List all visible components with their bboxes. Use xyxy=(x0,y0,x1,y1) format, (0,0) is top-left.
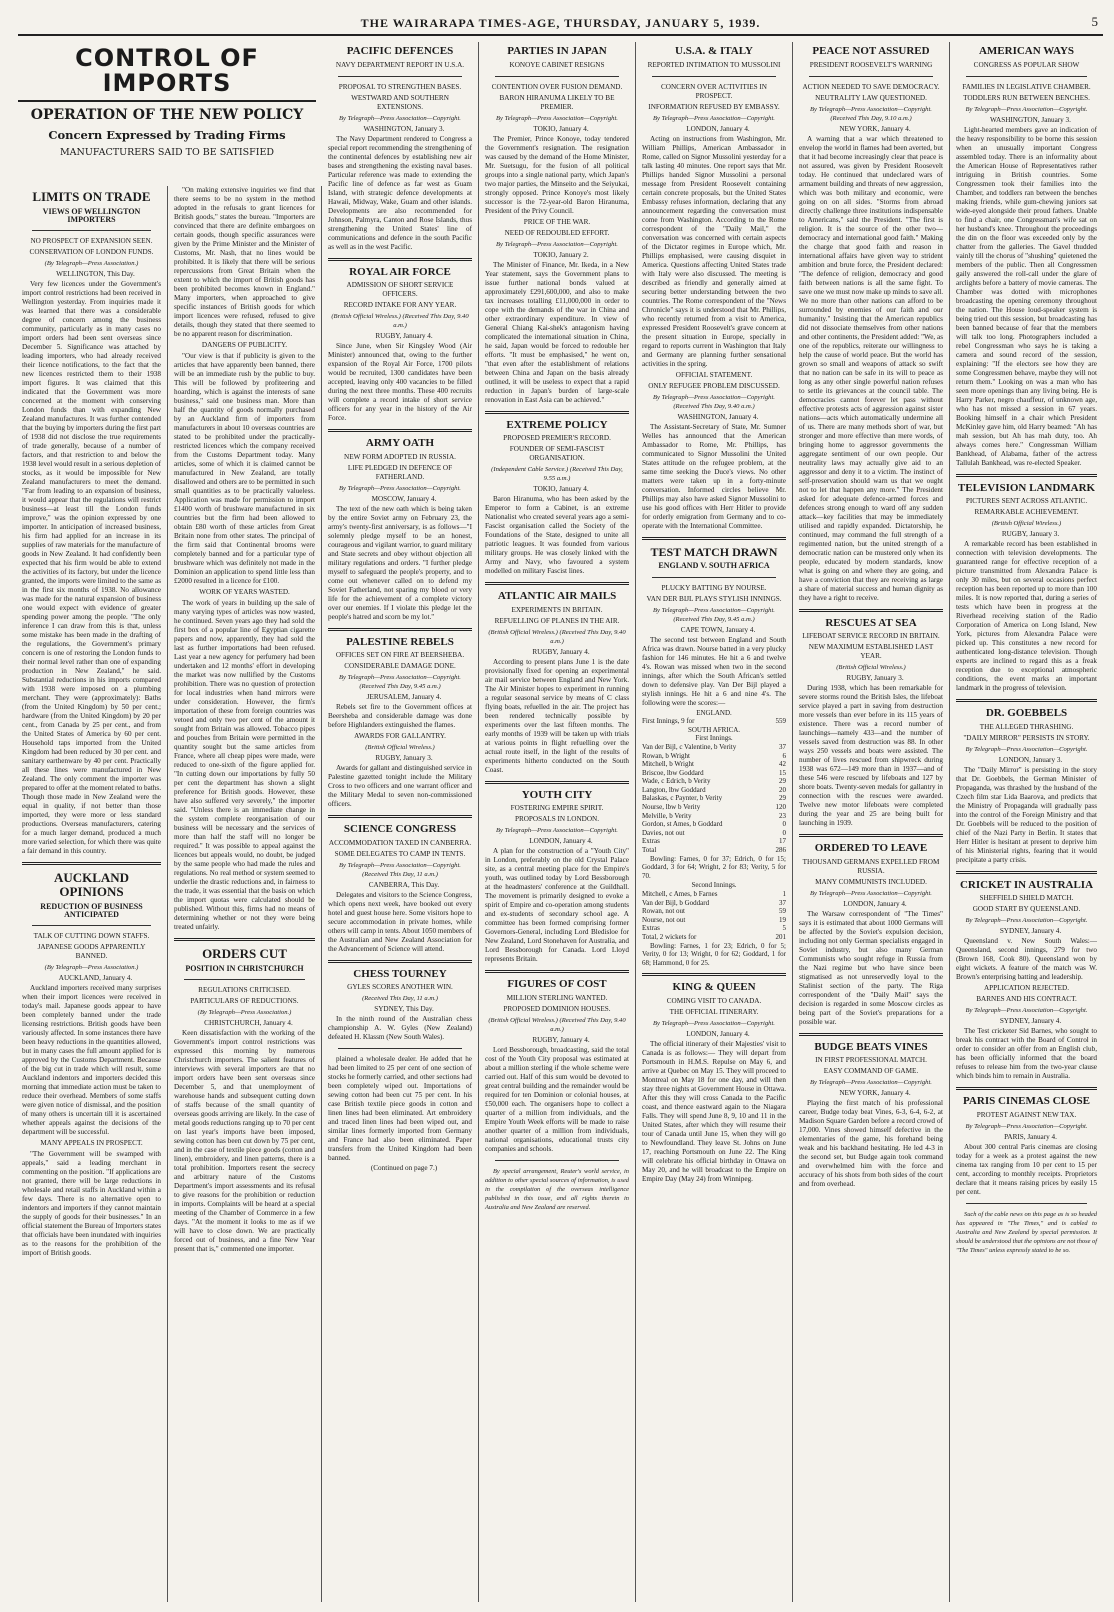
score-value: 559 xyxy=(775,717,786,726)
score-label: Total xyxy=(642,846,657,855)
story-head: DR. GOEBBELS xyxy=(985,707,1068,720)
score-value: 29 xyxy=(779,777,786,786)
story-sub: FOUNDER OF SEMI-FASCIST ORGANISATION. xyxy=(509,445,605,463)
story-body: "Our view is that if publicity is given to the articles that have apparently been banned, there will be an immediate rush by the public to buy. This will be followed by profiteering and hoarding, which is against the interests of sane business," said one business man. More than half the quantity of goods normally purchased by an Auckland firm of importers from manufacturers in about 10 overseas countries are stated to be prohibited under the practically-restricted licences which the company received from the Customs Department today. Many articles, some of which it is claimed cannot be manufactured in New Zealand, are totally disallowed and others are to be permitted in such small quantities as to be practically valueless. Application was made for permission to import £1400 worth of brushware manufactured in six countries but the firm had been allowed to obtain £80 worth of these articles from Great Britain none from other states. The principal of the firm said that Continental brooms were completely banned and for a particular type of brushware which was definitely not made in the Dominion an application to spend little less than £2000 resulted in a licence for £100. xyxy=(174,352,315,585)
score-row xyxy=(642,803,786,812)
dateline: WASHINGTON, January 3. xyxy=(363,124,445,133)
story-body: During 1938, which has been remarkable for severe storms round the British Isles, the lifeboat service played a part in saving from destruction more vessels than ever before in its 115 years of existence. There was a record number of launchings—namely 433—and the number of vessels saved from destruction was 88. In other ways 250 vessels and boats were assisted. The number of lives rescued from shipwreck during 1938 was 672—149 more than in 1937—and of these 546 were rescued by lifeboats and 127 by shore boats. Twenty-seven medals for gallantry in connection with the rescues were awarded. Twelve new motor lifeboats were completed during the year and 25 are being built for launching in 1939. xyxy=(799,684,943,828)
story-body: The Warsaw correspondent of "The Times" says it is estimated that about 1000 Germans will be affected by the Soviet's expulsion decision, including not only German specialists engaged in Soviet industry, but also many German Communists who sought refuge in Russia from the Nazi regime but who have since been stigmatised as not unreservedly loyal to the Stalinist section of the party. The Riga correspondent of the "Daily Mail" says the decision is regarded in some Moscow circles as being part of the Soviet's preparations for a possible war. xyxy=(799,909,943,1026)
column-1 xyxy=(18,186,168,1602)
story-sub: LIFEBOAT SERVICE RECORD IN BRITAIN. xyxy=(802,632,940,641)
story-body: Awards for gallant and distinguished service in Palestine gazetted tonight include the Military Cross to two officers and one warrant officer and the Military Medal to seven non-commissioned officers. xyxy=(328,764,472,809)
masthead-title: THE WAIRARAPA TIMES-AGE, THURSDAY, JANUARY 5, 1939. xyxy=(360,16,761,30)
story-sub: CONCERN OVER ACTIVITIES IN PROSPECT. xyxy=(660,82,767,100)
story-sub: CONSIDERABLE DAMAGE DONE. xyxy=(344,662,456,671)
story-sub: PICTURES SENT ACROSS ATLANTIC. xyxy=(965,497,1088,506)
dateline: SYDNEY, This Day. xyxy=(374,1005,434,1014)
story-sub: REGULATIONS CRITICISED. xyxy=(198,986,291,995)
story-head: AMERICAN WAYS xyxy=(978,45,1075,57)
story-sub: "DAILY MIRROR" PERSISTS IN STORY. xyxy=(963,733,1090,742)
score-row xyxy=(642,760,786,769)
dateline: WASHINGTON, January 3. xyxy=(990,115,1071,124)
story-sub: OFFICIAL STATEMENT. xyxy=(675,370,753,379)
score-value: 0 xyxy=(782,828,786,837)
story-body: According to present plans June 1 is the date provisionally fixed for opening an experimental air mail service between England and New York. The Air Minister hopes to experiment in running a regular seasonal service by means of C class flying boats, refuelled in the air. The project has been rendered technically possible by experiments over the last fifteen months. The early months of 1939 will be taken up with trials at various points in flight refuelling over the actual route itself, in the light of the results of experiments hitherto conducted on the South Coast. xyxy=(485,657,629,774)
story-sub: COMING VISIT TO CANADA. xyxy=(666,996,762,1005)
score-value: 5 xyxy=(782,924,786,933)
credit-line: By Telegraph—Press Association—Copyright. xyxy=(653,114,775,122)
score-value: 17 xyxy=(779,837,786,846)
score-value: 286 xyxy=(775,846,786,855)
story-head: EXTREME POLICY xyxy=(506,418,608,431)
story-body: The official itinerary of their Majesties' visit to Canada is as follows:— They will depart from Portsmouth in H.M.S. Repulse on May 6, and arrive at Quebec on May 15. They will proceed to Montreal on May 18 for one day, and will then stay three nights at Government House in Ottawa. After this they will cross Canada to the Pacific coast, and thence eastward again to the Niagara Falls. They will spend June 8, 9, 10 and 11 in the United States, after which they will resume their tour of Canada until June 15, when they will go to Newfoundland. They leave St. Johns on June 17, reaching Portsmouth on June 22. The King will celebrate his official birthday in Ottawa on May 20, and he will broadcast to the Empire on Empire Day (May 24) from Winnipeg. xyxy=(642,1039,786,1183)
dateline: TOKIO, January 4. xyxy=(533,124,589,133)
column-6 xyxy=(795,42,950,1602)
score-label: Rowan, b Wright xyxy=(642,751,691,760)
story-body: The Assistant-Secretary of State, Mr. Sumner Welles has announced that the American Ambassador to Rome, Mr. Phillips, has communicated to Signor Mussolini the United States attitude on the refugee problem, at the same time seeking the Duce's views. No other matters were taken up in a forty-minute conversation. Informed circles believe Mr. Phillips may also have asked Signor Mussolini to use his good offices with Herr Hitler to provide for orderly emigration from Germany and to co-operate with the International Committee. xyxy=(642,422,786,530)
score-row xyxy=(642,812,786,821)
score-rows-second xyxy=(642,890,786,942)
story-body: Playing the first match of his professional career, Budge today beat Vines, 6-3, 6-4, 6-2, at Madison Square Garden before a record crowd of 17,000. Vines showed himself defective in the elementaries of the game, his forehand being weak and his backhand hesitating. He led 4-3 in the second set, but Budge again took command and overwhelmed him with the force and accuracy of his shots from both sides of the court and from overhead. xyxy=(799,1099,943,1189)
credit-line: (British Official Wireless.) (Received This Day, 9.40 a.m.) xyxy=(488,1016,626,1033)
score-row xyxy=(642,899,786,908)
story-sub: PROPOSALS IN LONDON. xyxy=(514,815,600,824)
story-body: About 300 central Paris cinemas are closing today for a week as a protest against the new cinema tax ranging from 10 per cent to 15 per cent, according to monthly receipts. Proprietors declare that it means raising prices by easily 15 per cent. xyxy=(956,1142,1097,1196)
column-7 xyxy=(952,42,1103,1602)
credit-line: By Telegraph—Press Association—Copyright. xyxy=(810,1079,932,1087)
lead-banner xyxy=(18,42,316,162)
dateline: LONDON, January 4. xyxy=(529,837,593,846)
score-row xyxy=(642,743,786,752)
score-label: Balaskas, c Paynter, b Verity xyxy=(642,794,723,803)
credit-line: By Telegraph—Press Association—Copyright. xyxy=(496,240,618,248)
score-value: 6 xyxy=(782,751,786,760)
score-label: Total, 2 wickets for xyxy=(642,932,697,941)
story-sub: WORK OF YEARS WASTED. xyxy=(199,588,290,596)
newspaper-page xyxy=(18,10,1103,1605)
story-head: ROYAL AIR FORCE xyxy=(349,265,451,278)
score-label: Davies, not out xyxy=(642,828,685,837)
story-sub: NEED OF REDOUBLED EFFORT. xyxy=(504,228,610,237)
story-sub: NO PROSPECT OF EXPANSION SEEN. xyxy=(30,237,153,246)
score-innings: First Innings. xyxy=(695,734,733,743)
score-label: Mitchell, c Ames, b Farnes xyxy=(642,890,718,898)
score-row xyxy=(642,769,786,778)
dateline: RUGBY, January 3. xyxy=(375,754,433,763)
story-sub: GOOD START BY QUEENSLAND. xyxy=(972,905,1081,914)
story-sub: NEW FORM ADOPTED IN RUSSIA. xyxy=(344,452,456,461)
dateline: LONDON, January 3. xyxy=(998,755,1063,764)
story-body: Keen dissatisfaction with the working of the Government's import control restrictions was expressed this morning by numerous Christchurch importers. The salient features of interviews with several importers are that no import orders have been sent overseas since December 5, and that unemployment of warehouse hands and subsequent cutting down of staffs because of the small quantity of overseas goods arriving are likely. In the case of metal goods reductions ranging up to 70 per cent on last year's imports have been imposed, sewing cotton has been cut down by 75 per cent, and in the case of textile piece goods (cotton and linen), embroidery, and linen patterns, there is a total prohibition. Importers resent the secrecy and arbitrary nature of the Customs Department's import assessments and its refusal to give reasons for the prohibition or reduction in imports. Complaints will be heard at a special meeting of the Chamber of Commerce in a few days. "At the moment it looks to me as if we will have to close down. We are practically forced out of business, and a fine New Year present that is," commented one importer. xyxy=(174,1029,315,1254)
score-label: Van der Bijl, b Goddard xyxy=(642,898,710,907)
score-row xyxy=(642,794,786,803)
story-sub: RECORD INTAKE FOR ANY YEAR. xyxy=(343,301,457,310)
story-body: plained a wholesale dealer. He added that he had been limited to 25 per cent of one section of stocks he formerly carried, and other sections had been completely wiped out. Importations of sewing cotton had been cut 75 per cent. In his case British textile piece goods in cotton and linen lines had been eliminated. Art embroidery and traced linen lines had been wiped out, and similar lines formerly imported from Germany and France had also been eliminated. Paper transfers from the United Kingdom had been banned. xyxy=(328,1055,472,1163)
score-row xyxy=(642,752,786,761)
story-sub: VIEWS OF WELLINGTON IMPORTERS xyxy=(42,206,141,225)
dateline: TOKIO, January 2. xyxy=(533,250,589,259)
story-sub: IN FIRST PROFESSIONAL MATCH. xyxy=(815,1056,927,1065)
score-rows-first xyxy=(642,743,786,855)
story-sub: FOSTERING EMPIRE SPIRIT. xyxy=(510,804,604,813)
story-sub: MANY APPEALS IN PROSPECT. xyxy=(40,1139,143,1148)
story-sub: BARNES AND HIS CONTRACT. xyxy=(976,995,1077,1004)
lead-subhead: OPERATION OF THE NEW POLICY xyxy=(30,107,304,124)
story-head: LIMITS ON TRADE xyxy=(32,189,151,204)
score-value: 0 xyxy=(782,820,786,829)
score-label: Wade, c Edrich, b Verity xyxy=(642,777,711,786)
score-row xyxy=(642,924,786,933)
credit-line: By Telegraph—Press Association—Copyright. xyxy=(653,1019,775,1027)
story-body: Delegates and visitors to the Science Congress, which opens next week, have booked out every hotel and guest house here. Some visitors hope to secure accommodation in private homes, while others will camp in tents. About 1050 members of the Australian and New Zealand Association for the Advancement of Science will attend. xyxy=(328,890,472,953)
story-head: YOUTH CITY xyxy=(521,788,593,801)
score-row xyxy=(642,717,786,726)
story-sub: VAN DER BIJL PLAYS STYLISH INNINGS. xyxy=(646,594,782,603)
story-sub: NEW MAXIMUM ESTABLISHED LAST YEAR. xyxy=(808,643,934,661)
story-sub: ACTION NEEDED TO SAVE DEMOCRACY. xyxy=(802,82,940,91)
story-head: PEACE NOT ASSURED xyxy=(812,45,930,57)
story-head: KING & QUEEN xyxy=(672,981,756,994)
story-body: The Test cricketer Sid Barnes, who sought to break his contract with the Board of Control in order to consider an offer from an English club, has been officially informed that the board refuses to release him from the two-year clause which binds him to remain in Australia. xyxy=(956,1027,1097,1081)
page-number: 5 xyxy=(1091,14,1099,29)
score-label: Melville, b Verity xyxy=(642,811,692,820)
footnote: By special arrangement, Reuter's world service, in addition to other special sources of information, is used in the compilation of the overseas intelligence published in this issue, and all rights therein in Australia and New Zealand are reserved. xyxy=(485,1167,629,1211)
story-sub: ACCOMMODATION TAXED IN CANBERRA. xyxy=(328,838,472,847)
score-innings: Second Innings. xyxy=(691,881,737,890)
story-sub: APPLICATION REJECTED. xyxy=(983,984,1070,993)
story-head: CHESS TOURNEY xyxy=(353,967,447,980)
credit-line: By Telegraph—Press Association—Copyright. (Received This Day, 9.10 a.m.) xyxy=(810,105,932,122)
story-body: A plan for the construction of a "Youth City" in London, preferably on the old Crystal Palace site, as a central meeting place for the Empire's youth, was outlined today by Lord Bessborough at the headmasters' conference at the Guildhall. The movement is primarily designed to evoke a spirit of Empire and co-operation among students and ex-students of secondary school age. A committee has been formed comprising former Governors-General, including Lord Bledisloe for New Zealand, Lord Stonehaven for Australia, and Lord Bessborough for Canada. Lord Lloyd represents Britain. xyxy=(485,847,629,964)
story-head: PACIFIC DEFENCES xyxy=(346,45,454,57)
credit-line: By Telegraph—Press Association—Copyright. (Received This Day, 11 a.m.) xyxy=(339,861,461,878)
story-body: In the ninth round of the Australian chess championship A. W. Gyles (New Zealand) defeated H. Klassm (New South Wales). xyxy=(328,1015,472,1042)
story-head: SCIENCE CONGRESS xyxy=(343,823,457,836)
score-label: Nourse, lbw b Verity xyxy=(642,803,701,812)
story-body: A remarkable record has been established in connection with television developments. The guaranteed range for effective reception of a picture transmitted from Alexandra Palace is only 30 miles, but on several occasions perfect reception has been reported up to more than 100 miles. It is now reported that, during a series of tests which have been in progress at the Riverhead receiving station of the Radio Corporation of America on Long Island, New York, pictures from Alexandra Palace were picked up. This constitutes a new record for authenticated long-distance television. Though experts are inclined to regard this as a freak reception due to exceptional atmospheric conditions, the event marks an important landmark in the progress of television. xyxy=(956,540,1097,693)
story-body: Queensland v. New South Wales:— Queensland, second innings, 279 for two (Brown 168, Cook 80). Queensland won by eight wickets. A feature of the match was W. Brown's enterprising batting and leadership. xyxy=(956,937,1097,982)
score-row xyxy=(642,846,786,855)
story-sub: LIFE PLEDGED IN DEFENCE OF FATHERLAND. xyxy=(347,463,453,481)
score-value: 20 xyxy=(779,785,786,794)
story-sub: PRICE OF THE WAR. xyxy=(523,217,591,226)
score-value: 1 xyxy=(782,890,786,898)
credit-line: By Telegraph—Press Association—Copyright. (Received This Day, 9.45 a.m.) xyxy=(653,606,775,623)
story-head: FIGURES OF COST xyxy=(507,978,607,991)
dateline: LONDON, January 4. xyxy=(843,899,907,908)
story-sub: MILLION STERLING WANTED. xyxy=(506,993,608,1002)
story-sub: THE OFFICIAL ITINERARY. xyxy=(669,1007,759,1016)
score-row xyxy=(642,916,786,925)
credit-line: By Telegraph—Press Association—Copyright. (Received This Day, 9.45 a.m.) xyxy=(339,674,461,691)
score-label: First Innings, 9 for xyxy=(642,717,695,726)
credit-line: By Telegraph—Press Association—Copyright. xyxy=(496,827,618,835)
story-sub: CONTENTION OVER FUSION DEMAND. xyxy=(491,82,623,91)
score-row xyxy=(642,890,786,899)
score-label: Nourse, not out xyxy=(642,915,686,924)
story-sub: AWARDS FOR GALLANTRY. xyxy=(354,732,446,741)
dateline: LONDON, January 4. xyxy=(686,1029,750,1038)
story-sub: CONGRESS AS POPULAR SHOW xyxy=(973,60,1080,69)
story-sub: EASY COMMAND OF GAME. xyxy=(823,1067,919,1076)
story-body: The "Daily Mirror" is persisting in the story that Dr. Goebbels, the German Minister of Propaganda, was thrashed by the husband of the Czech film star Lida Baarova, and predicts that the Ministry of Propaganda will gradually pass into the control of the Foreign Ministry and that Dr. Goebbels will be reduced to the position of chief of the Nazi Party in Berlin. It states that Herr Hitler is hesitant at present to deprive him of his Ministerial rights, fearing that it would precipitate a party crisis. xyxy=(956,765,1097,864)
story-head: RESCUES AT SEA xyxy=(825,616,917,629)
credit-line: By Telegraph—Press Association—Copyright. xyxy=(965,105,1088,113)
story-sub: CONSERVATION OF LONDON FUNDS. xyxy=(29,248,154,257)
dateline: TOKIO, January 4. xyxy=(533,485,589,494)
story-sub: WESTWARD AND SOUTHERN EXTENSIONS. xyxy=(351,93,449,111)
dateline: CAPE TOWN, January 4. xyxy=(680,625,756,634)
story-sub: DANGERS OF PUBLICITY. xyxy=(201,341,288,349)
story-body: "On making extensive inquiries we find that there seems to be no system in the method adopted in the refusals to grant licences for British goods," states the bureau. "Importers are convinced that there are definite embargoes on certain goods, though specific assurances were given by the Prime Minister and the Minister of Customs, Mr. Nash, that no lines would be prohibited. It is likely that there will be serious repercussions from Great Britain when the extent to which the import of British goods has been prohibited becomes known in England." Many importers, when approached to give specific instances of British goods for which import licences were refused, refused to give details, though they stated that there seemed to be no apparent reason for discrimination. xyxy=(174,186,315,338)
score-bowling: Bowling: Farnes, 1 for 23; Edrich, 0 for 5; Verity, 0 for 13; Wright, 0 for 62; Goddard, 1 for 68; Hammond, 0 for 25. xyxy=(642,941,786,967)
story-sub: TODDLERS RUN BETWEEN BENCHES. xyxy=(963,93,1090,102)
score-label: Rowan, not out xyxy=(642,907,685,916)
credit-line: (British Official Wireless.) xyxy=(836,664,906,672)
credit-line: By Telegraph—Press Association—Copyright. (Received This Day, 9.40 a.m.) xyxy=(653,393,775,410)
story-sub: NAVY DEPARTMENT REPORT IN U.S.A. xyxy=(335,60,465,69)
story-sub: FAMILIES IN LEGISLATIVE CHAMBER. xyxy=(962,82,1091,91)
score-value: 42 xyxy=(779,760,786,769)
column-2 xyxy=(170,186,322,1602)
story-sub: THOUSAND GERMANS EXPELLED FROM RUSSIA. xyxy=(802,857,940,875)
dateline: JERUSALEM, January 4. xyxy=(366,693,442,702)
score-row xyxy=(642,933,786,942)
score-row xyxy=(642,829,786,838)
credit-line: (By Telegraph—Press Association.) xyxy=(197,1009,292,1017)
story-head: AUCKLAND OPINIONS xyxy=(53,870,130,900)
score-row xyxy=(642,837,786,846)
dateline: RUGBY, January 3. xyxy=(1001,530,1060,539)
credit-line: (British Official Wireless.) (Received This Day, 9.40 a.m.) xyxy=(331,313,469,330)
lead-headline: CONTROL OF IMPORTS xyxy=(18,46,316,102)
column-5 xyxy=(638,42,793,1602)
story-body: The text of the new oath which is being taken by the entire Soviet army on February 23, the army's twenty-first anniversary, is as follows—"I solemnly pledge myself to be an honest, courageous and vigilant warrior, to guard military and State secrets and obey without objection all military regulations and orders. "I further pledge myself to safeguard the people's property, and to come out whenever called on to defend my Soviet Fatherland, not sparing my blood or very life for the achievement of a complete victory over our enemies. If I violate this pledge let the people's hatred and scorn be my lot." xyxy=(328,504,472,621)
story-body: Acting on instructions from Washington, Mr. William Phillips, American Ambassador in Rome, called on Signor Mussolini yesterday for a talk lasting 40 minutes. One report says that Mr. Phillips handed Signor Mussolini a personal message from President Roosevelt containing certain concrete proposals, but the United States Embassy refuses information, declaring that any announcement regarding the conversation must come from Washington. According to the Rome correspondent of the "Daily Mail," the conversation was concerned with certain aspects of the Dictator regimes in Europe which, Mr. Phillips emphasised, were causing disquiet in America. Questions affecting United States trade with Italy were also discussed. The meeting is described as friendly and generally aimed at securing better understanding between the two countries. The Rome correspondent of the "News Chronicle" says it is understood that Mr. Phillips, who recently returned from a visit to America, expressed President Roosevelt's grave concern at the present situation in Europe, specially in regard to reports current in Washington that Italy and Germany are planning further sensational activities in the spring. xyxy=(642,134,786,368)
dateline: AUCKLAND, January 4. xyxy=(58,974,133,983)
credit-line: (British Official Wireless.) (Received This Day, 9.40 a.m.) xyxy=(488,628,626,645)
story-body: The Navy Department rendered to Congress a special report recommending the strengthening of the continental defences by establishing new air bases and strengthening the existing naval bases. Particular reference was made to extending the Pacific line of defence as far west as Guam Island, with strategic defence developments at Hawaii, Midway, Wake, Guam and other islands. Developments are also recommended for Johnson, Palmyra, Canton and Rose Islands, thus strengthening the United States' line of communications and defence in the south Pacific as well as in the west Pacific. xyxy=(328,134,472,251)
dateline: MOSCOW, January 4. xyxy=(371,494,437,503)
score-value: 59 xyxy=(779,907,786,916)
credit-line: (By Telegraph—Press Association.) xyxy=(44,260,139,268)
story-sub: REMARKABLE ACHIEVEMENT. xyxy=(974,508,1079,517)
story-sub: PROPOSED PREMIER'S RECORD. xyxy=(503,434,611,443)
story-sub: PROPOSED DOMINION HOUSES. xyxy=(503,1004,611,1013)
story-head: U.S.A. & ITALY xyxy=(675,45,753,57)
score-label: Extras xyxy=(642,924,660,933)
dateline: SYDNEY, January 4. xyxy=(999,1017,1062,1026)
story-head: BUDGE BEATS VINES xyxy=(814,1040,928,1053)
story-sub: SOME DELEGATES TO CAMP IN TENTS. xyxy=(334,849,466,858)
story-sub: BARON HIRANUMA LIKELY TO BE PREMIER. xyxy=(499,93,615,111)
credit-line: By Telegraph—Press Association—Copyright. xyxy=(965,1007,1088,1015)
score-value: 19 xyxy=(779,915,786,924)
story-head: PARIS CINEMAS CLOSE xyxy=(963,1095,1090,1108)
credit-line: By Telegraph—Press Association—Copyright. xyxy=(965,745,1088,753)
story-sub: NEUTRALITY LAW QUESTIONED. xyxy=(815,93,927,102)
credit-line: (By Telegraph—Press Association.) xyxy=(44,964,139,972)
dateline: PARIS, January 4. xyxy=(1004,1132,1057,1141)
score-row xyxy=(642,820,786,829)
score-label: Mitchell, b Wright xyxy=(642,760,694,769)
story-sub: ENGLAND V. SOUTH AFRICA xyxy=(658,561,770,571)
dateline: RUGBY, January 4. xyxy=(532,1035,590,1044)
story-body: Since June, when Sir Kingsley Wood (Air Minister) announced that, owing to the further expansion of the Royal Air Force, 1700 pilots would be recruited, 1300 candidates have been accepted, leaving only 400 vacancies to be filled during the next three months. These 400 recruits will complete a record intake of short service officers for any year in the history of the Air Force. xyxy=(328,342,472,423)
credit-line: By Telegraph—Press Association—Copyright. xyxy=(496,114,618,122)
column-3 xyxy=(324,42,479,1602)
story-sub: JAPANESE GOODS APPARENTLY BANNED. xyxy=(37,943,146,961)
score-label: Langton, lbw Goddard xyxy=(642,785,706,794)
story-sub: PROPOSAL TO STRENGTHEN BASES. xyxy=(338,82,462,91)
continued-note: (Continued on page 7.) xyxy=(370,1164,438,1173)
score-label: Briscoe, lbw Goddard xyxy=(642,768,704,777)
story-head: ORDERED TO LEAVE xyxy=(814,842,928,855)
credit-line: By Telegraph—Press Association—Copyright. xyxy=(339,484,461,492)
dateline: WASHINGTON, January 4. xyxy=(677,412,759,421)
credit-line: By Telegraph—Press Association—Copyright. xyxy=(810,889,932,897)
story-body: A warning that a war which threatened to envelop the world in flames had been averted, but that it had become increasingly clear that peace is not assured, was given by President Roosevelt today. He continued that undeclared wars of armament building and threats of new aggression, which was both military and economic, were going on on all sides. "Storms from abroad directly challenge three institutions indispensable to Americans," said the President. "The first is religion. It is the source of the other two—democracy and international good faith." Making the charge that good faith and reason in international affairs have given way to strident ambition and brute force, the President declared: "The defence of religion, democracy and good faith between nations is all the same fight. To save one we must now make up minds to save all. We no more than other nations can afford to be surrounded by enemies of our faith and our humanity." Insisting that the American republics did not dissociate themselves from other nations and other continents, the President added: "We, as one of the republics, reiterate our willingness to help the cause of world peace. But the world has grown so small and weapons of attack so swift that no nation can be safe in its will to peace as long as any other single powerful nation refuses to settle its grievances at the council table. The democracies cannot forever let pass without effective protests acts of aggression against sister nations—acts which automatically undermine all of us. There are many methods short of war, but stronger and more effective than mere words, of bringing home to aggressor governments the aggregate sentiment of our own people. Our neutrality laws may actually give aid to an aggressor and deny it to a victim. The instinct of self-preservation should warn us that we ought not to let that happen any more." The President asked for adequate defence-armed forces and defences strong enough to ward off any sudden attack—key facilities that may be immediately utilised and rapidly expanded. Dictatorship, he continued, may command the full strength of a regimented nation, but the united strength of a democratic nation can be mustered only when its people, educated by modern standards, know what is going on and where they are going, and have a conviction that they are receiving as large a share of material success and human dignity as they have a right to receive. xyxy=(799,134,943,602)
story-sub: INFORMATION REFUSED BY EMBASSY. xyxy=(648,102,780,111)
story-body: Baron Hiranuma, who has been asked by the Emperor to form a Cabinet, is an extreme Nationalist who created several years ago a semi-Fascist organisation called the Society of the Foundations of the State, designed to unite all patriotic leagues. It was founded from various military groups. He was closely linked with the Army and Navy, who favoured a system modelled on military Fascist lines. xyxy=(485,495,629,576)
story-body: Auckland importers received many surprises when their import licences were received in today's mail. Japanese goods appear to have been completely banned under the trade licensing restrictions. British goods have been variously affected. In some instances there have been heavy reductions in the quantities allowed, but in many cases the full amount applied for is approved by the Customs Department. Because of the big cut in trade which will result, some Auckland indentors and importers decided this morning that immediate action must be taken to reduce their overhead. Members of some staffs were given notice of dismissal, and the position of many others is uncertain till it is ascertained whether appeals against the decisions of the department will be successful. xyxy=(22,984,161,1137)
story-sub: EXPERIMENTS IN BRITAIN. xyxy=(511,605,603,614)
story-sub: TALK OF CUTTING DOWN STAFFS. xyxy=(33,932,150,941)
credit-line: (British Official Wireless.) xyxy=(991,520,1062,528)
score-value: 37 xyxy=(779,742,786,751)
story-body: The second test between England and South Africa was drawn. Nourse batted in a very plucky fashion for 146 minutes. He hit a 6 and twelve 4's. Rowan was missed when two in the second innings, after which the South African's settled down to defensive play. Van Der Bijl played a stylish innings. He hit a 6 and nine 4's. The following were the scores:— xyxy=(642,635,786,707)
score-value: 15 xyxy=(779,768,786,777)
story-head: TEST MATCH DRAWN xyxy=(650,544,778,559)
score-label: Van der Bijl, c Valentine, b Verity xyxy=(642,742,737,751)
score-bowling: Bowling: Farnes, 0 for 37; Edrich, 0 for 15; Goddard, 3 for 64; Wright, 2 for 83; Verity, 5 for 70. xyxy=(642,854,786,880)
story-head: ORDERS CUT xyxy=(202,946,287,961)
story-sub: PROTEST AGAINST NEW TAX. xyxy=(976,1110,1077,1119)
score-value: 120 xyxy=(775,803,786,812)
dateline: LONDON, January 4. xyxy=(686,124,750,133)
masthead xyxy=(18,10,1103,36)
story-sub: MANY COMMUNISTS INCLUDED. xyxy=(815,877,927,886)
story-head: ATLANTIC AIR MAILS xyxy=(497,590,617,603)
score-row xyxy=(642,777,786,786)
story-body: The work of years in building up the sale of many varying types of articles was now wasted, he continued. Seven years ago they had sold the first box of a popular line of Egyptian cigarette papers and now, apparently, they had sold the last as further importations had been refused. Last year a new agency for perfumery had been undertaken and 12 months' effort in developing the market was now nullified by the Customs prohibition. There was no question of protection for local industries when hand mirrors were under consideration. However, the firm's importation of these from foreign countries was vetoed and only two per cent of the amount it sought from Britain was allowed. Tobacco pipes and pouches from Britain were permitted in the quantity sought but the same articles from France, where all cheap pipes were made, were reduced to one-sixth of the figure applied for. "In cutting down our importations by fully 50 per cent the department has shown a slight preference for British goods. However, these have also suffered very severely," the importer said. "Unless there is an immediate change in the system complete reorganisation of our business will be necessary and the services of more than half the staff will no longer be required." It was possible to appeal against the licences but appeals would, no doubt, be judged by the same people who had made the rules and regulations. No real method or system seemed to underlie the drastic reductions and, in fairness to the trade, it was essential that the basis on which the import quotas were calculated should be published. Without this, firms had no means of determining whether or not they were being treated unfairly. xyxy=(174,599,315,931)
dateline: RUGBY, January 4. xyxy=(375,332,433,341)
credit-line: By Telegraph—Press Association—Copyright. xyxy=(339,114,461,122)
score-value: 29 xyxy=(779,794,786,803)
dateline: CHRISTCHURCH, January 4. xyxy=(204,1019,293,1028)
story-sub: OFFICES SET ON FIRE AT BEERSHEBA. xyxy=(335,651,465,660)
credit-line: (Independent Cable Service.) (Received This Day, 9.55 a.m.) xyxy=(491,466,623,483)
story-sub: PLUCKY BATTING BY NOURSE. xyxy=(661,583,767,592)
credit-line: (Received This Day, 11 a.m.) xyxy=(362,995,438,1003)
score-value: 201 xyxy=(775,932,786,941)
story-body: Rebels set fire to the Government offices at Beersheba and considerable damage was done before Highlanders extinguished the flames. xyxy=(328,703,472,730)
story-head: CRICKET IN AUSTRALIA xyxy=(959,878,1094,891)
story-sub: POSITION IN CHRISTCHURCH xyxy=(185,963,304,973)
score-team: ENGLAND. xyxy=(696,708,732,717)
story-sub: ADMISSION OF SHORT SERVICE OFFICERS. xyxy=(346,281,454,299)
story-head: ARMY OATH xyxy=(365,437,435,450)
lead-deck2: MANUFACTURERS SAID TO BE SATISFIED xyxy=(59,147,275,159)
credit-line: (British Official Wireless.) xyxy=(365,744,435,752)
story-sub: SHEFFIELD SHIELD MATCH. xyxy=(979,894,1074,903)
story-sub: ONLY REFUGEE PROBLEM DISCUSSED. xyxy=(648,381,780,390)
column-4 xyxy=(481,42,636,1602)
story-body: The Premier, Prince Konoye, today tendered the Government's resignation. The resignation was caused by the demand of the Home Minister, Mr. Suetsugu, for the fusion of all political groups into a single national party, which Japan's two major parties, the Minseito and the Seiyukai, strongly opposed. Prince Konoye's most likely successor is the 72-year-old Baron Hiranuma, President of the Privy Council. xyxy=(485,134,629,215)
score-row xyxy=(642,786,786,795)
story-body: The Minister of Finance, Mr. Ikeda, in a New Year statement, says the Government plans to issue further national bonds valued at approximately £291,600,000, and also to make tax increases totalling £11,000,000 in order to cope with the demands of the war in China and other extraordinary expenditure. In view of General Chiang Kai-shek's antagonism having complicated the international situation in China, he said, Japan would be forced to redouble her efforts. "It must be emphasised," he went on, "that even after the establishment of relations between China and Japan on the basis already outlined, it will be useless to expect that a rapid reduction in Japan's burden of large-scale renovation in East Asia can be achieved." xyxy=(485,260,629,404)
story-sub: THE ALLEGED THRASHING. xyxy=(979,722,1074,731)
dateline: CANBERRA, This Day. xyxy=(368,880,440,889)
dateline: NEW YORK, January 4. xyxy=(839,124,911,133)
story-sub: REDUCTION OF BUSINESS ANTICIPATED xyxy=(40,901,143,920)
score-label: Gordon, st Ames, b Goddard xyxy=(642,820,723,829)
story-sub: KONOYE CABINET RESIGNS xyxy=(509,60,605,69)
story-body: Light-hearted members gave an indication of the heavy responsibility to be borne this session when an unusually important Congress assembled today. There is an informality about the American House of Representatives rather intriguing in British countries. Some Congressmen took their families into the Chamber, and toddlers ran between the benches making friends, while gum-chewing juniors sat wide-eyed alongside their proud fathers. Unable to find a chair, one Congressman's wife sat on her husband's knee. Throughout the proceedings the din on the floor was exceeded only by the chatter from the galleries. The Gavel thudded vainly till the chorus of "shushing" quietened the members of the public. Then all Congressmen gaily answered the roll-call under the glare of arclights before a battery of movie cameras. The Chamber was dotted with microphones broadcasting the opening ceremony throughout the nation. The House loud-speaker system is being tried out this session, but broadcasting has been banned because of fear that the members will talk too long. Photographers included a rebel Congressman who says he is taking a camera and sound record of the session, explaining: "If the electors see how they are some Congressmen behave, maybe they will not return them." Looking on was a man who has seen more openings than any living being. He is Harry Parker, negro chauffeur, of unknown age, who has not missed a session in 67 years. Booking himself in a chair which President McKinley gave him, old Harry beamed: "Ah has mah session, but Ah has mah duty, too. Ah always comes here." Congressman William Bankhead, of Alabama, father of the actress Tallulah Bankhead, was re-elected Speaker. xyxy=(956,125,1097,467)
story-sub: REFUELLING OF PLANES IN THE AIR. xyxy=(494,616,620,625)
score-value: 37 xyxy=(779,898,786,907)
dateline: WELLINGTON, This Day. xyxy=(56,270,135,279)
story-sub: GYLES SCORES ANOTHER WIN. xyxy=(347,983,453,992)
dateline: RUGBY, January 4. xyxy=(532,647,590,656)
lead-deck: Concern Expressed by Trading Firms xyxy=(48,128,286,143)
score-label: Extras xyxy=(642,837,660,846)
credit-line: By Telegraph—Press Association—Copyright. xyxy=(965,1122,1088,1130)
scoreboard xyxy=(642,709,786,968)
story-body: "The Government will be swamped with appeals," said a leading merchant in commenting on the position. "If applications are not granted, there will be large reductions in wholesale and retail staffs in Auckland within a few days. There is no alternative open to indentors and importers if they cannot maintain the supply of goods for their businesses." In an official statement the Bureau of Importers states that officials have been inundated with inquiries as to the reasons for the prohibition of the import of British goods. xyxy=(22,1150,161,1258)
credit-line: By Telegraph—Press Association—Copyright. xyxy=(965,917,1088,925)
story-head: PARTIES IN JAPAN xyxy=(507,45,607,57)
story-head: PALESTINE REBELS xyxy=(346,635,454,648)
story-body: Lord Bessborough, broadcasting, said the total cost of the Youth City proposal was estimated at about a million sterling if the whole scheme were carried out. Half of this sum would be devoted to great central building and the remainder would be required for ten Dominion or colonial houses, at £50,000 each. The organisers hope to collect a quarter of a million from individuals, and the Empire Youth Week efforts will be made to raise another quarter of a million from individuals, national organisations, educational trusts city companies and schools. xyxy=(485,1045,629,1153)
dateline: RUGBY, January 3. xyxy=(846,674,904,683)
footnote: Such of the cable news on this page as is so headed has appeared in "The Times," and is cabled to Australia and New Zealand by special permission. It should be understood that the opinions are not those of "The Times" unless expressly stated to be so. xyxy=(956,1210,1097,1254)
score-value: 23 xyxy=(779,811,786,820)
story-head: TELEVISION LANDMARK xyxy=(957,481,1096,494)
story-sub: REPORTED INTIMATION TO MUSSOLINI xyxy=(647,60,781,69)
score-team: SOUTH AFRICA. xyxy=(687,725,741,734)
story-sub: PRESIDENT ROOSEVELT'S WARNING xyxy=(809,60,933,69)
story-body: Very few licences under the Government's import control restrictions had been received in Wellington yesterday. From inquiries made it was learned that there was a considerable degree of concern among the business community, particularly as in many cases no import orders had been sent overseas since December 5. Significance was attached by leading importers, who had already received their licence notifications, to the fact that the new licences restricted them to their 1938 import figures. It was claimed that this indicated that the Government was more concerned at the moment with conserving London funds than with expanding New Zealand manufactures. It was further contended that the buying by importers during the first part of 1938 did not disclose the true requirements of trade generally, because of a number of factors, and that restriction to and below the 1938 level would result in a serious depletion of stocks, as it would be impossible for New Zealand manufacturers to meet the demand. "Far from leading to an expansion of business, it would appear that the regulations will restrict business—at least till the London funds improve," was the opinion expressed by one importer. In anticipation of increased business, his firm had applied for an increase in its supplies of raw materials for the manufacture of goods in New Zealand. It had confidently been expected that his firm would be able to extend the activities of its factory, but under the licence granted, the imports were limited to the same as in the first six months of 1938. No allowance was made for the natural expansion of business one would expect with evidence of greater spending power among the people. "The only inference I can draw from this is that, unless some mistake has been made in the drafting of the regulations, the Government's primary concern is one of restoring the London funds to their normal level rather than one of expanding production in New Zealand," he said. Substantial reductions in his imports compared with 1938 were imposed on a plumbing merchant. They were (approximately): Baths (from the United Kingdom) by 50 per cent.; hardware (from the United Kingdom) by 20 per cent., from Canada by 25 per cent., and from the United States of America by 60 per cent. Household taps imported from the United Kingdom had been reduced by 30 per cent. and sanitary earthenware by 40 per cent. Practically all these lines were manufactured in New Zealand. The only comment the importer was prepared to offer at the moment related to baths. Though those made in New Zealand were the equal in quality, if not better than those imported, they were more or less standard productions. Overseas manufacturers, catering for a much larger demand, produced a much more varied selection, for which there was quite a fair demand in this country. xyxy=(22,280,161,856)
score-row xyxy=(642,907,786,916)
dateline: SYDNEY, January 4. xyxy=(999,927,1062,936)
dateline: NEW YORK, January 4. xyxy=(839,1089,911,1098)
story-sub: PARTICULARS OF REDUCTIONS. xyxy=(190,997,299,1006)
